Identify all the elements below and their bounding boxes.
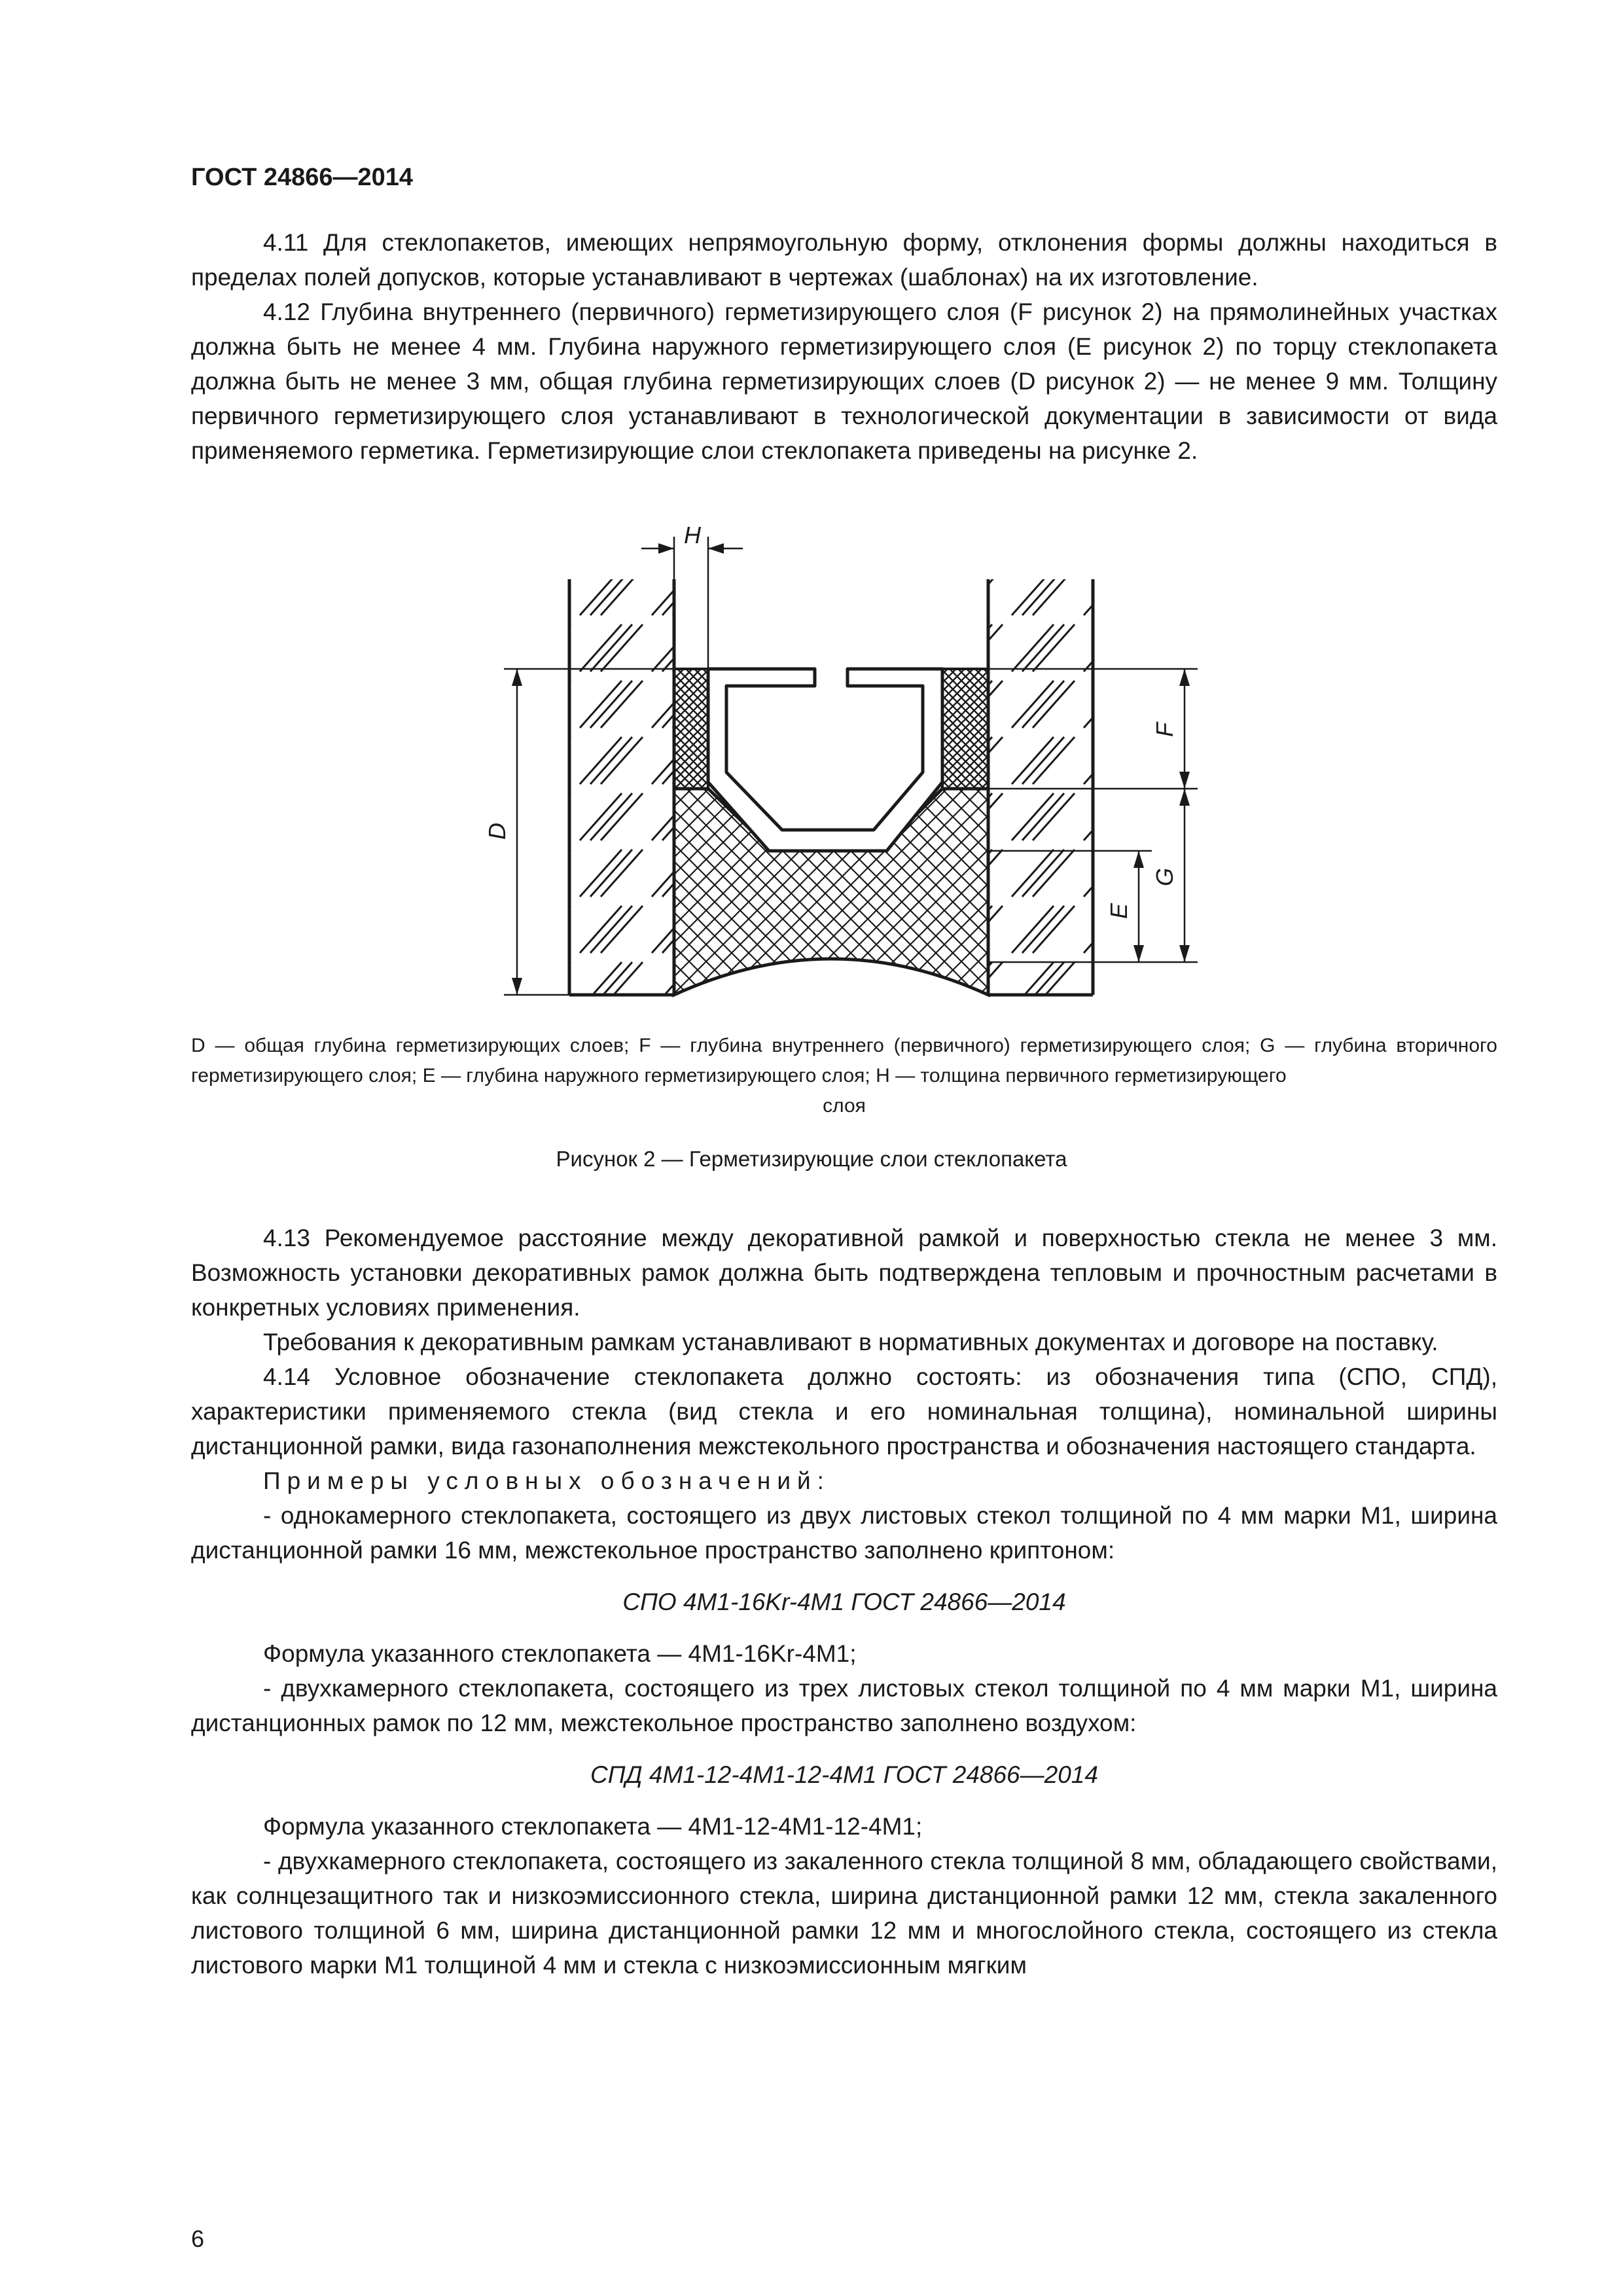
spacer-frame — [708, 669, 942, 851]
label-f: F — [1151, 723, 1178, 737]
paragraph-4-11: 4.11 Для стеклопакетов, имеющих непрямоугольную форму, отклонения формы должны находиться в пределах полей допусков, которые устанавливают в чертежах (шаблонах) на их изготовление. — [191, 229, 1497, 291]
legend-line-2: слоя — [823, 1095, 866, 1117]
section-text-2 — [191, 1221, 1497, 1982]
label-g: G — [1151, 867, 1178, 887]
label-e: E — [1105, 903, 1132, 920]
right-glass-pane — [988, 579, 1093, 995]
example-2-formula: Формула указанного стеклопакета — 4М1-12-4М1-12-4М1; — [263, 1813, 923, 1840]
paragraph-4-12: 4.12 Глубина внутреннего (первичного) герметизирующего слоя (F рисунок 2) на прямолинейных участках должна быть не менее 4 мм. Глубина наружного герметизирующего слоя (E рисунок 2) по торцу стеклопакета должна быть не менее 3 мм, общая глубина герметизирующих слоев (D рисунок 2) — не менее 9 мм. Толщину первичного герметизирующего слоя устанавливают в технологической документации в зависимости от вида применяемого герметика. Герметизирующие слои стеклопакета приведены на рисунке 2. — [191, 298, 1497, 464]
document-id: ГОСТ 24866—2014 — [191, 164, 414, 191]
example-3-description: - двухкамерного стеклопакета, состоящего из закаленного стекла толщиной 8 мм, обладающего свойствами, как солнцезащитного так и низкоэмиссионного стекла, ширина дистанционной рамки 12 мм, стекла закаленного листового толщиной 6 мм, ширина дистанционной рамки 12 мм и многослойного стекла, состоящего из стекла листового марки М1 толщиной 4 мм и стекла с низкоэмиссионным мягким — [191, 1848, 1497, 1979]
primary-sealant-left — [674, 669, 708, 789]
figure-sealing-layers — [0, 0, 1623, 1021]
example-1-formula: Формула указанного стеклопакета — 4М1-16Kr-4М1; — [263, 1640, 857, 1667]
paragraph-4-14: 4.14 Условное обозначение стеклопакета должно состоять: из обозначения типа (СПО, СПД), характеристики применяемого стекла (вид стекла и его номинальная толщина), номинальной ширины дистанционной рамки, вида газонаполнения межстекольного пространства и обозначения настоящего стандарта. — [191, 1363, 1497, 1460]
example-2-designation: СПД 4М1-12-4М1-12-4М1 ГОСТ 24866—2014 — [590, 1761, 1098, 1788]
left-glass-pane — [569, 579, 674, 995]
example-1-designation: СПО 4М1-16Kr-4М1 ГОСТ 24866—2014 — [622, 1588, 1066, 1615]
paragraph-frames-requirements: Требования к декоративным рамкам устанавливают в нормативных документах и договоре на поставку. — [263, 1329, 1438, 1355]
figure-legend — [191, 1031, 1497, 1121]
paragraph-4-13: 4.13 Рекомендуемое расстояние между декоративной рамкой и поверхностью стекла не менее 3 мм. Возможность установки декоративных рамок должна быть подтверждена тепловым и прочностным расчетами в конкретных условиях применения. — [191, 1225, 1497, 1321]
example-1-description: - однокамерного стеклопакета, состоящего из двух листовых стекол толщиной по 4 мм марки М1, ширина дистанционной рамки 16 мм, межстекольное пространство заполнено криптоном: — [191, 1502, 1497, 1564]
example-2-description: - двухкамерного стеклопакета, состоящего из трех листовых стекол толщиной по 4 мм марки М1, ширина дистанционных рамок по 12 мм, межстекольное пространство заполнено воздухом: — [191, 1675, 1497, 1736]
label-d: D — [484, 823, 510, 840]
primary-sealant-right — [942, 669, 988, 789]
label-h: H — [684, 522, 701, 548]
examples-heading: Примеры условных обозначений: — [263, 1467, 830, 1494]
legend-line-1: D — общая глубина герметизирующих слоев; F — глубина внутреннего (первичного) герметизирующего слоя; G — глубина вторичного герметизирующего слоя; E — глубина наружного герметизирующего слоя; H — толщина первичного герметизирующего — [191, 1035, 1497, 1086]
secondary-sealant — [674, 789, 988, 995]
page-number: 6 — [191, 2225, 205, 2252]
figure-caption: Рисунок 2 — Герметизирующие слои стеклопакета — [556, 1147, 1067, 1171]
